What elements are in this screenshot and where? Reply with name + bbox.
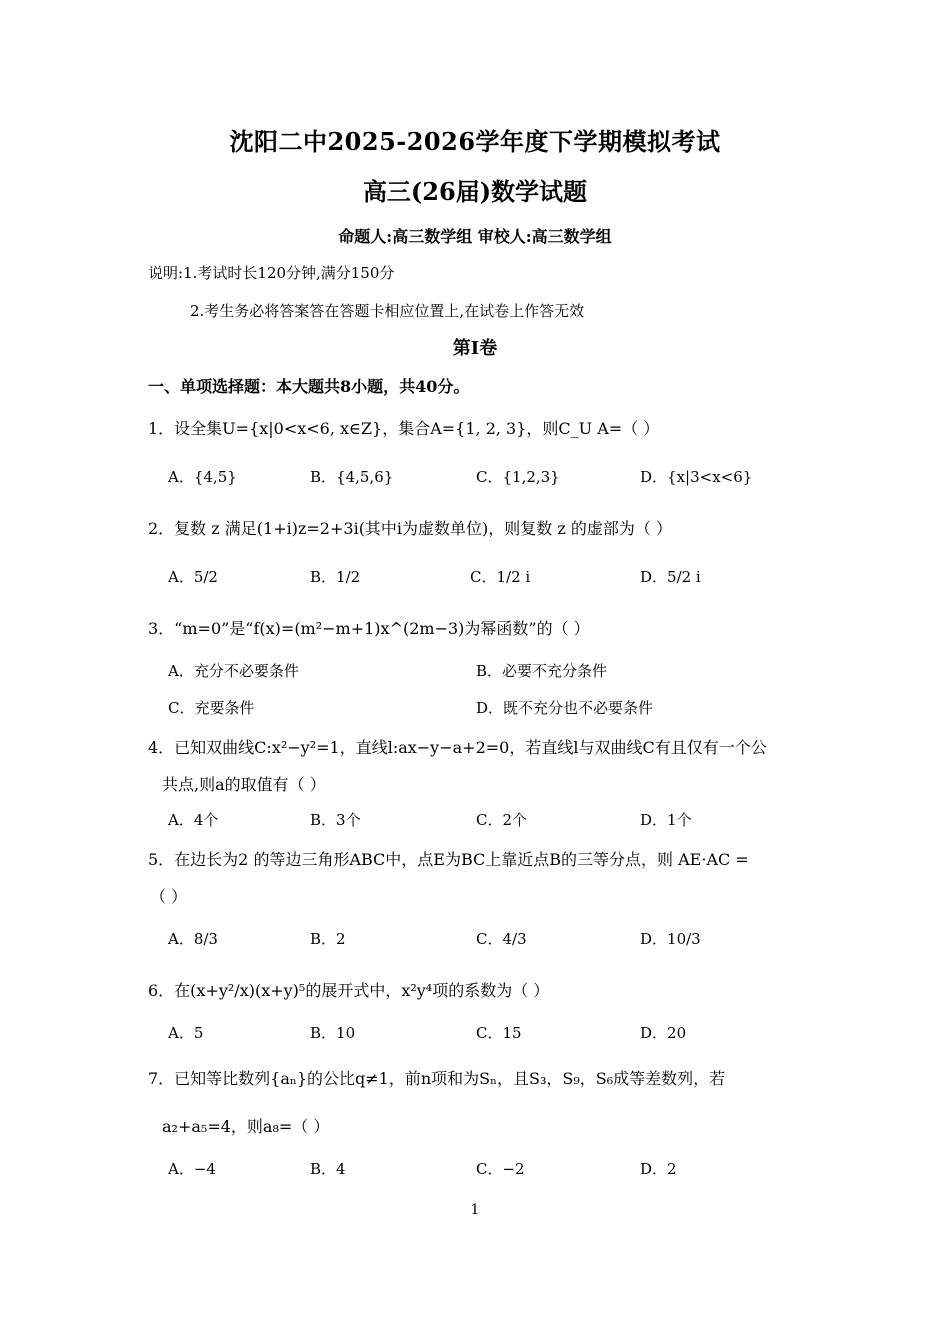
question-7-stem-continued: a₂+a₅=4，则a₈=（ ） [162, 1117, 330, 1136]
question-3-stem: 3．“m=0”是“f(x)=(m²−m+1)x^(2m−3)为幂函数”的（ ） [148, 619, 590, 638]
question-6-option-d: D．20 [640, 1024, 687, 1042]
question-6-option-a: A．5 [168, 1024, 204, 1042]
question-1-option-a: A．{4,5} [168, 468, 237, 486]
question-5-option-d: D．10/3 [640, 930, 701, 948]
question-1-option-b: B．{4,5,6} [310, 468, 394, 486]
question-1-option-d: D．{x|3<x<6} [640, 468, 753, 486]
question-3-option-c: C．充要条件 [168, 699, 255, 717]
question-6-option-c: C．15 [476, 1024, 522, 1042]
question-4-option-b: B．3个 [310, 811, 361, 829]
question-3-option-d: D．既不充分也不必要条件 [476, 699, 654, 717]
question-5-option-a: A．8/3 [168, 930, 218, 948]
question-3-option-b: B．必要不充分条件 [476, 662, 608, 680]
question-4-stem: 4．已知双曲线C:x²−y²=1，直线l:ax−y−a+2=0，若直线l与双曲线C有且仅有一个公 [148, 738, 767, 757]
question-1-stem: 1．设全集U={x|0<x<6, x∈Z}，集合A={1, 2, 3}，则C_U A=（ ） [148, 419, 660, 438]
question-2-option-c: C．1/2 i [470, 568, 531, 586]
question-6-option-b: B．10 [310, 1024, 356, 1042]
question-7-option-c: C．−2 [476, 1160, 525, 1178]
volume-title: 第Ⅰ卷 [452, 338, 498, 359]
note-1: 说明:1.考试时长120分钟,满分150分 [148, 264, 395, 282]
exam-authors: 命题人:高三数学组 审校人:高三数学组 [338, 227, 612, 246]
question-4-stem-continued: 共点,则a的取值有（ ） [162, 775, 326, 794]
question-5-option-c: C．4/3 [476, 930, 527, 948]
question-2-option-a: A．5/2 [168, 568, 218, 586]
question-7-option-d: D．2 [640, 1160, 677, 1178]
question-1-option-c: C．{1,2,3} [476, 468, 560, 486]
question-4-option-c: C．2个 [476, 811, 528, 829]
note-2: 2.考生务必将答案答在答题卡相应位置上,在试卷上作答无效 [190, 302, 585, 320]
exam-title: 沈阳二中2025-2026学年度下学期模拟考试 [229, 127, 721, 156]
exam-subtitle: 高三(26届)数学试题 [362, 177, 588, 206]
question-2-stem: 2．复数 z 满足(1+i)z=2+3i(其中i为虚数单位)，则复数 z 的虚部为（ ） [148, 519, 672, 538]
question-7-option-b: B．4 [310, 1160, 346, 1178]
question-5-stem: 5．在边长为2 的等边三角形ABC中，点E为BC上靠近点B的三等分点，则 AE·AC = [148, 850, 749, 869]
question-6-stem: 6．在(x+y²/x)(x+y)⁵的展开式中，x²y⁴项的系数为（ ） [148, 981, 550, 1000]
question-2-option-b: B．1/2 [310, 568, 361, 586]
question-7-option-a: A．−4 [168, 1160, 216, 1178]
question-5-stem-continued: （ ） [150, 887, 188, 906]
question-4-option-a: A．4个 [168, 811, 219, 829]
question-3-option-a: A．充分不必要条件 [168, 662, 299, 680]
section-heading: 一、单项选择题：本大题共8小题，共40分。 [148, 377, 470, 396]
question-7-stem: 7．已知等比数列{aₙ}的公比q≠1，前n项和为Sₙ，且S₃，S₉，S₆成等差数列，若 [148, 1069, 726, 1088]
question-5-option-b: B．2 [310, 930, 346, 948]
page-number: 1 [470, 1202, 480, 1218]
question-4-option-d: D．1个 [640, 811, 692, 829]
question-2-option-d: D．5/2 i [640, 568, 701, 586]
